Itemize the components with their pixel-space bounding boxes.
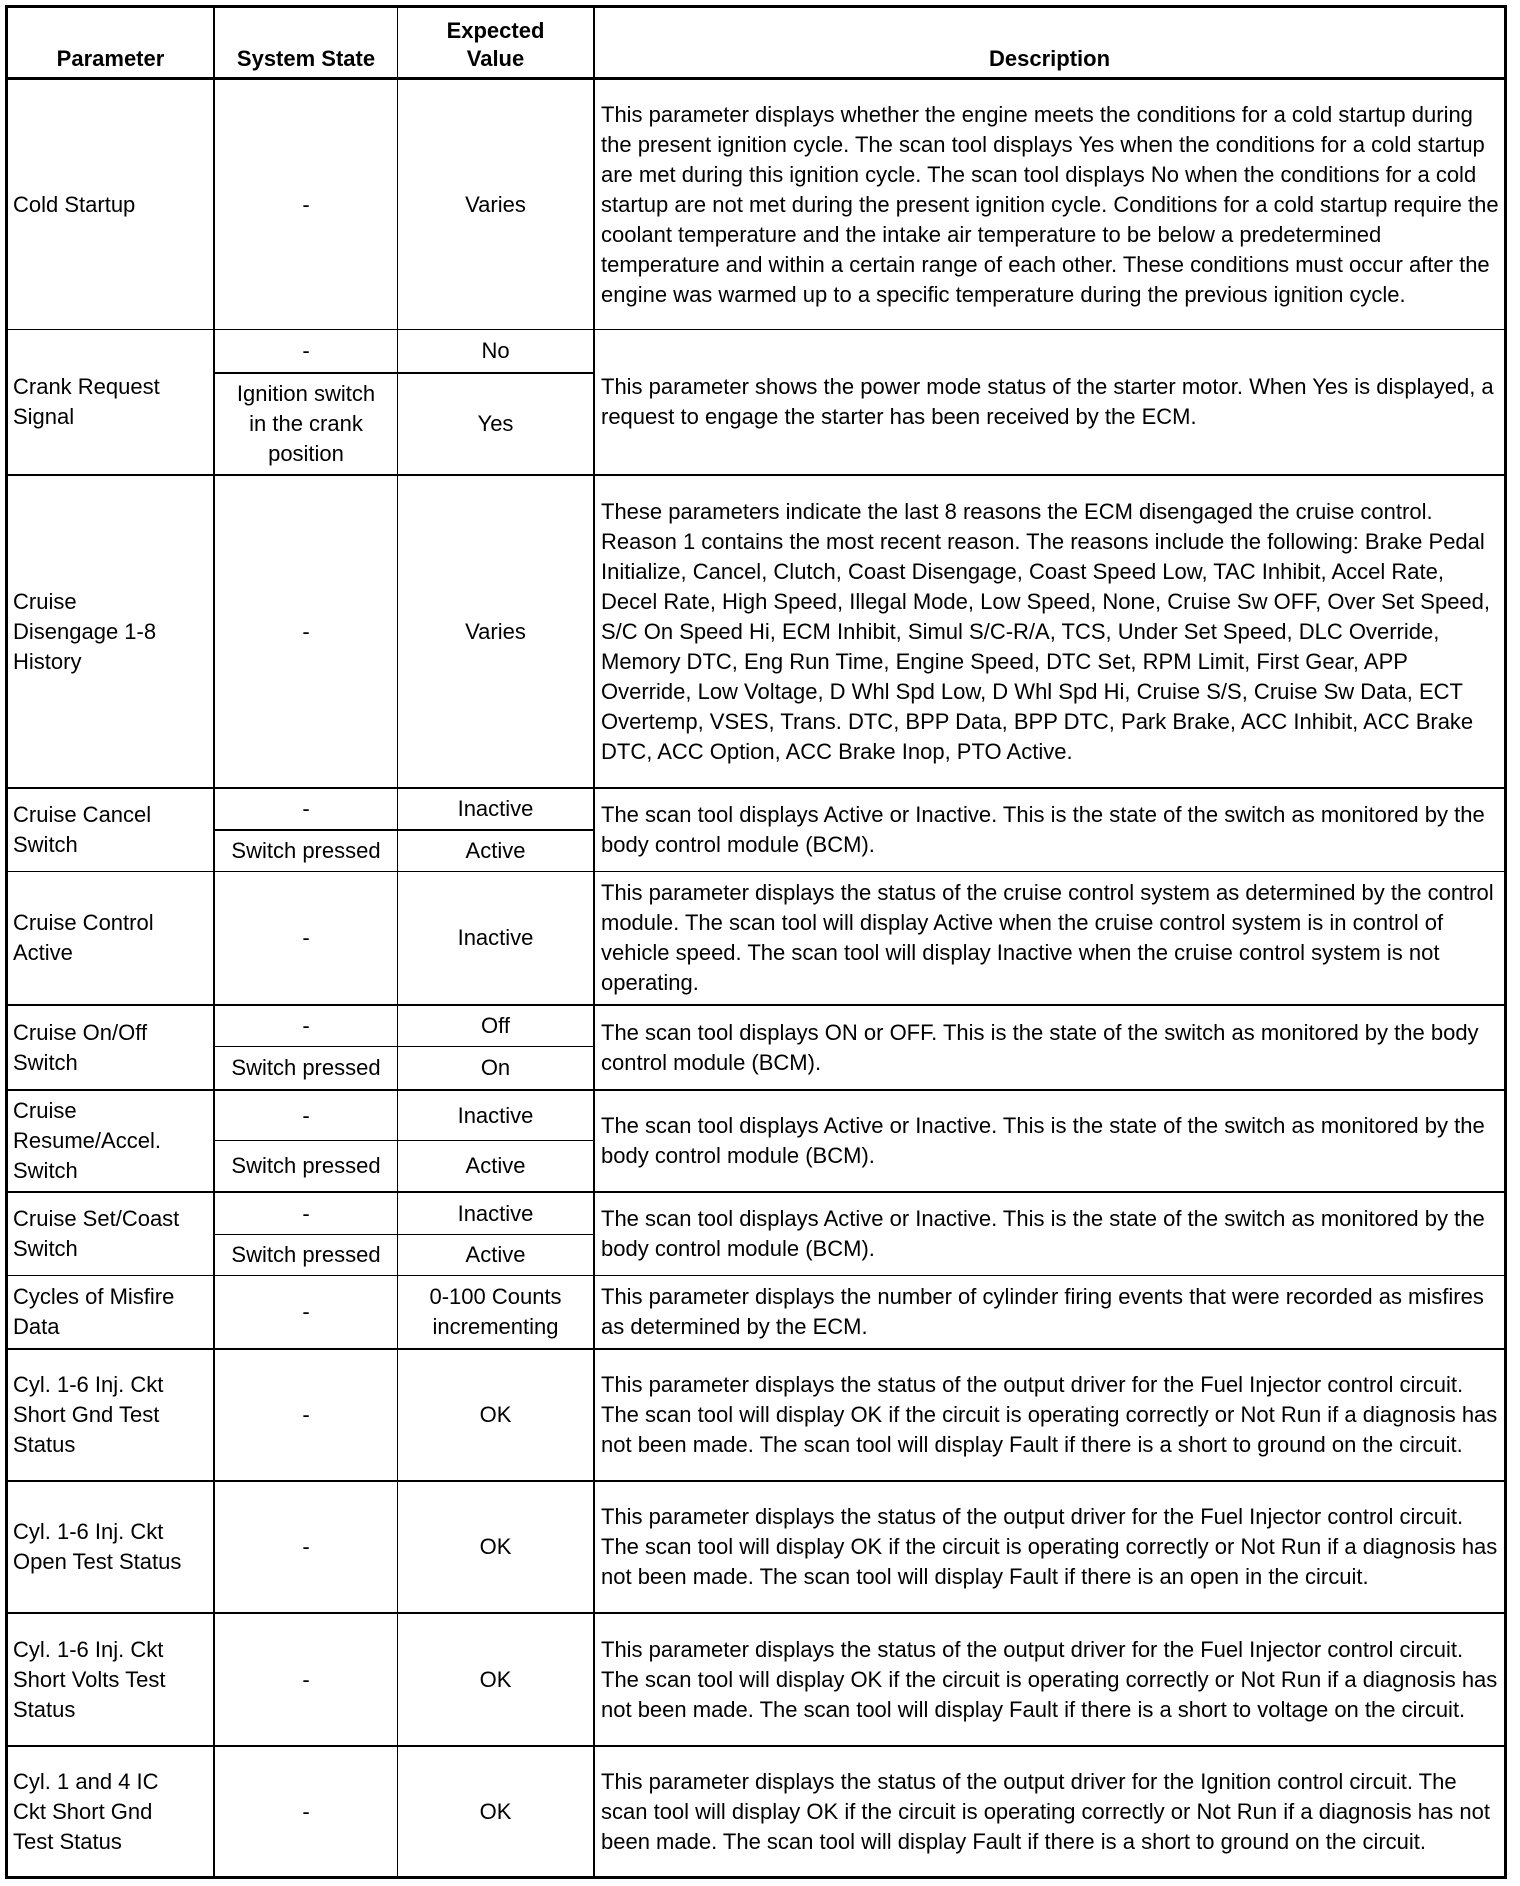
table-row-state: - [302,338,310,363]
header-expected-value: Expected Value [446,18,545,71]
table-row-value: No [481,338,510,363]
table-row-value: On [480,1055,511,1080]
header-system-state: System State [236,46,376,71]
table-row-description: This parameter shows the power mode status of the starter motor. When Yes is displayed, a request to engage the starter has been received by the ECM. [601,374,1494,429]
table-row-description: These parameters indicate the last 8 reasons the ECM disengaged the cruise control. Reason 1 contains the most recent reason. The reasons include the following: Brake Pedal Initialize, Cancel, Clutch, Coast Disengage, Coast Speed Low, TAC Inhibit, Accel Rate, Decel Rate, High Speed, Illegal Mode, Low Speed, None, Cruise Sw OFF, Over Set Speed, S/C On Speed Hi, ECM Inhibit, Simul S/C-R/A, TCS, Under Set Speed, DLC Override, Memory DTC, Eng Run Time, Engine Speed, DTC Set, RPM Limit, First Gear, APP Override, Low Voltage, D Whl Spd Low, D Whl Spd Hi, Cruise S/S, Cruise Sw Data, ECT Overtemp, VSES, Trans. DTC, BPP Data, BPP DTC, Park Brake, ACC Inhibit, ACC Brake DTC, ACC Option, ACC Brake Inop, PTO Active. [601,498,1491,764]
table-row-description: The scan tool displays Active or Inactive. This is the state of the switch as monitored by the body control module (BCM). [601,1206,1485,1261]
table-row-param: Cruise Set/Coast Switch [13,1206,180,1261]
table-row-value: Active [465,838,526,863]
table-row-description: The scan tool displays ON or OFF. This is the state of the switch as monitored by the body control module (BCM). [601,1019,1479,1075]
table-row-value: Off [481,1013,510,1038]
table-row-description: This parameter displays the number of cylinder firing events that were recorded as misfires as determined by the ECM. [601,1284,1484,1339]
table-row-param: Crank Request Signal [13,374,160,429]
table-row-param: Cruise Control Active [13,910,154,965]
table-row-value: Yes [477,411,514,436]
table-row-param: Cruise Resume/Accel. Switch [13,1098,161,1183]
table-row-value: OK [479,1402,512,1427]
table-row-param: Cycles of Misfire Data [13,1284,175,1339]
table-row-state: - [302,191,310,217]
table-row-description: The scan tool displays Active or Inactive. This is the state of the switch as monitored by the body control module (BCM). [601,802,1485,857]
header-parameter: Parameter [56,46,165,71]
table-row-state: - [302,1200,310,1226]
table-row-value: Varies [465,191,526,217]
table-row-value: Varies [465,618,526,644]
table-row-state: - [302,1013,310,1038]
table-row-description: This parameter displays the status of the output driver for the Ignition control circuit. The scan tool will display OK if the circuit is operating correctly or Not Run if a diagnosis has not been made. The scan tool will display Fault if there is a short to ground on the circuit. [601,1768,1490,1854]
table-row-state: - [302,1402,310,1427]
table-row-value: Inactive [457,796,534,821]
table-row-state: Switch pressed [231,838,381,863]
table-row-description: This parameter displays the status of the output driver for the Fuel Injector control circuit. The scan tool will display OK if the circuit is operating correctly or Not Run if a diagnosis has not been made. The scan tool will display Fault if there is an open in the circuit. [601,1504,1498,1589]
table-row-param: Cruise Disengage 1-8 History [13,588,157,674]
table-row-description: This parameter displays the status of the cruise control system as determined by the control module. The scan tool will display Active when the cruise control system is in control of vehicle speed. The scan tool will display Inactive when the cruise control system is not operating. [601,880,1494,995]
table-row-description: This parameter displays the status of the output driver for the Fuel Injector control circuit. The scan tool will display OK if the circuit is operating correctly or Not Run if a diagnosis has not been made. The scan tool will display Fault if there is a short to ground on the circuit. [601,1372,1498,1457]
header-description: Description [988,46,1111,71]
table-row-state: Ignition switch in the crank position [236,381,376,466]
table-row-state: Switch pressed [231,1242,381,1267]
table-row-state: - [302,1798,310,1824]
table-row-description: This parameter displays the status of the output driver for the Fuel Injector control circuit. The scan tool will display OK if the circuit is operating correctly or Not Run if a diagnosis has not been made. The scan tool will display Fault if there is a short to voltage on the circuit. [601,1636,1498,1722]
table-row-param: Cyl. 1-6 Inj. Ckt Short Volts Test Status [13,1636,166,1722]
table-row-value: Inactive [457,1200,534,1226]
table-row-param: Cruise On/Off Switch [13,1019,148,1075]
table-row-value: Active [465,1242,526,1267]
table-row-param: Cyl. 1 and 4 IC Ckt Short Gnd Test Status [13,1768,159,1854]
table-row-state: - [302,1534,310,1559]
table-row-value: OK [479,1666,512,1692]
table-row-param: Cold Startup [13,191,136,217]
table-row-description: This parameter displays whether the engine meets the conditions for a cold startup during the present ignition cycle. The scan tool displays Yes when the conditions for a cold startup are met during this ignition cycle. The scan tool displays No when the conditions for a cold startup are not met during the present ignition cycle. Conditions for a cold startup require the coolant temperature and the intake air temperature to be below a predetermined temperature and within a certain range of each other. These conditions must occur after the engine was warmed up to a specific temperature during the previous ignition cycle. [601,101,1499,307]
table-row-value: OK [479,1798,512,1824]
table-row-value: OK [479,1534,512,1559]
table-row-state: - [302,618,310,644]
table-row-value: Inactive [457,1102,534,1128]
table-row-value: 0-100 Counts incrementing [429,1284,562,1339]
table-row-state: - [302,1666,310,1692]
table-row-param: Cruise Cancel Switch [13,802,152,857]
table-row-state: Switch pressed [231,1055,381,1080]
table-row-state: - [302,925,310,950]
table-row-description: The scan tool displays Active or Inactive. This is the state of the switch as monitored by the body control module (BCM). [601,1113,1485,1168]
table-row-state: Switch pressed [231,1153,381,1178]
table-row-state: - [302,1299,310,1324]
table-row-param: Cyl. 1-6 Inj. Ckt Open Test Status [13,1519,182,1574]
table-row-state: - [302,1102,310,1128]
table-row-value: Active [465,1153,526,1178]
table-row-state: - [302,796,310,821]
table-row-value: Inactive [457,925,534,950]
table-row-param: Cyl. 1-6 Inj. Ckt Short Gnd Test Status [13,1372,164,1457]
